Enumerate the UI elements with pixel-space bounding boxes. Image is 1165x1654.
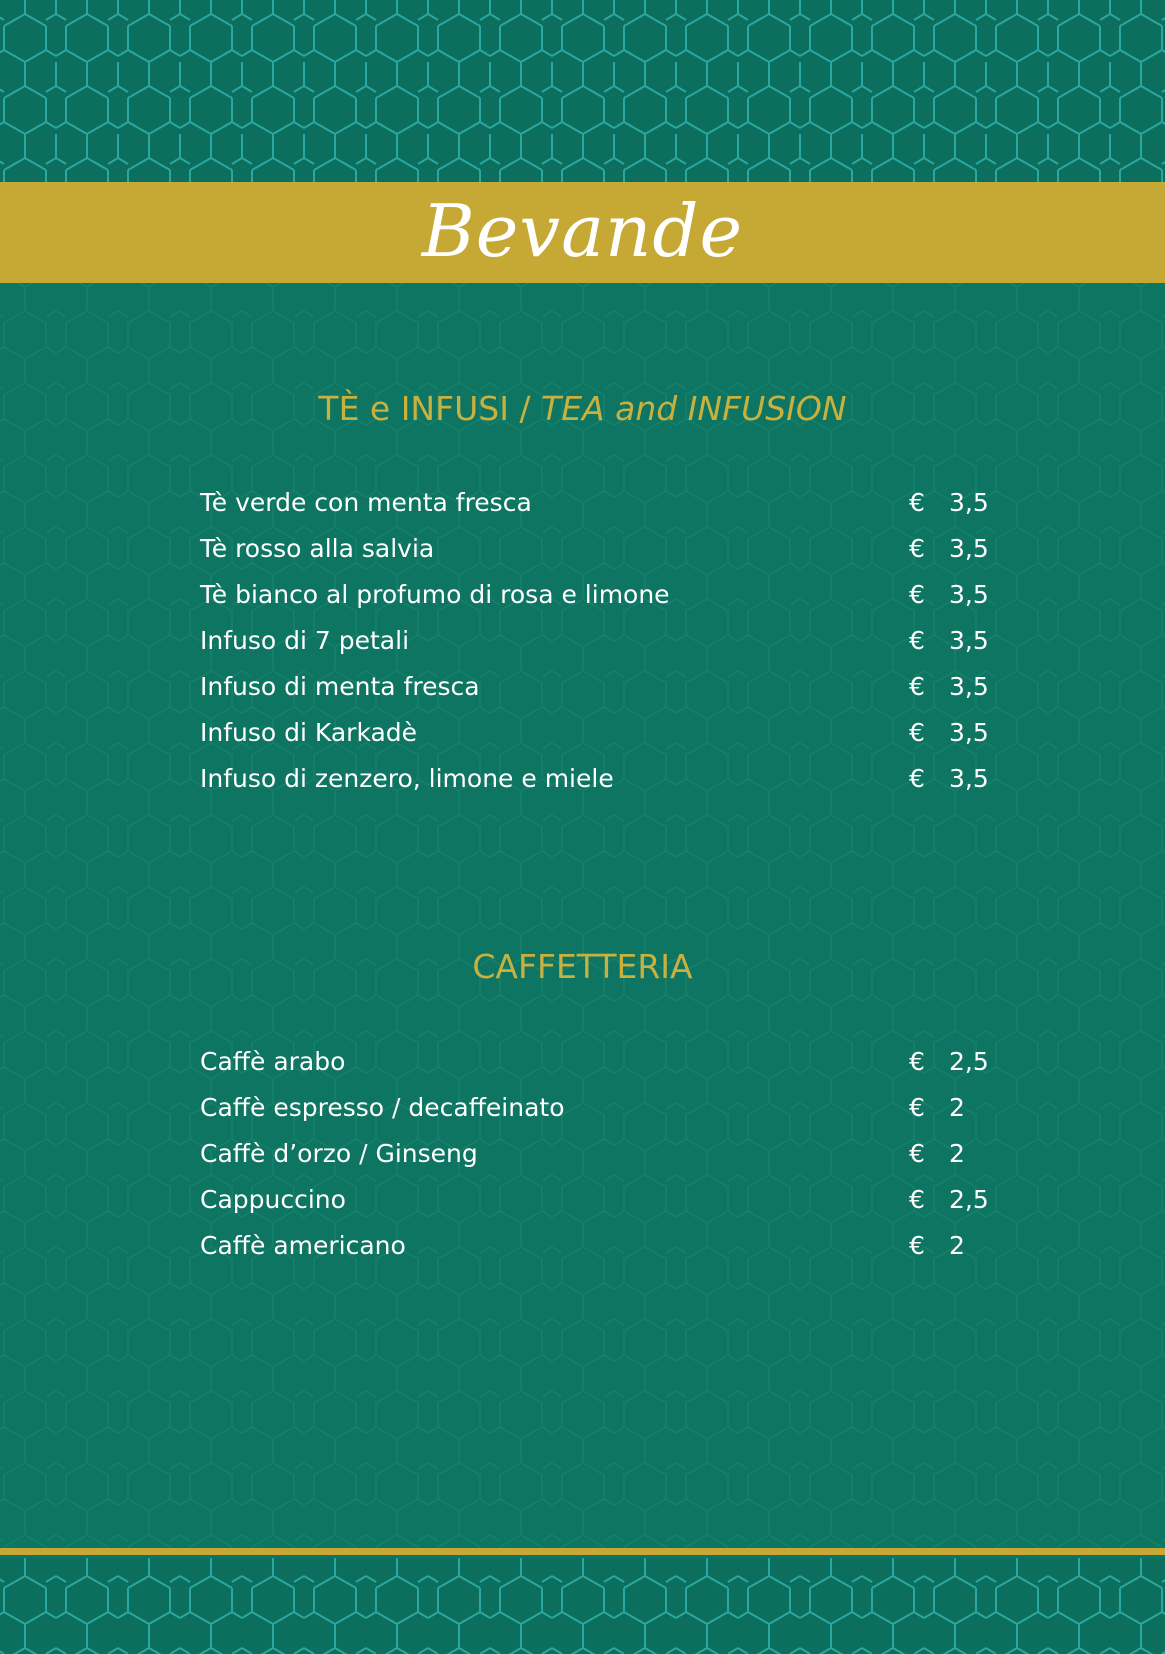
menu-item	[200, 758, 990, 804]
currency-symbol: €	[909, 580, 925, 609]
menu-item	[200, 712, 990, 758]
currency-symbol: €	[909, 1185, 925, 1214]
menu-item	[200, 1133, 990, 1179]
item-price: 3,5	[949, 580, 989, 609]
hex-pattern-bottom	[0, 1558, 1165, 1654]
footer-divider	[0, 1548, 1165, 1555]
currency-symbol: €	[909, 534, 925, 563]
item-name: Caffè americano	[200, 1231, 406, 1260]
section-title-tea-main: TÈ e INFUSI /	[318, 389, 542, 428]
currency-symbol: €	[909, 718, 925, 747]
item-price: 3,5	[949, 764, 989, 793]
currency-symbol: €	[909, 1047, 925, 1076]
item-name: Caffè espresso / decaffeinato	[200, 1093, 565, 1122]
menu-item	[200, 620, 990, 666]
item-name: Cappuccino	[200, 1185, 346, 1214]
menu-item	[200, 1179, 990, 1225]
item-price: 2	[949, 1231, 965, 1260]
menu-item	[200, 666, 990, 712]
item-price: 2,5	[949, 1185, 989, 1214]
title-banner	[0, 182, 1165, 283]
section-title-tea-sub: TEA and INFUSION	[541, 389, 847, 428]
item-price: 3,5	[949, 718, 989, 747]
currency-symbol: €	[909, 488, 925, 517]
item-price: 2,5	[949, 1047, 989, 1076]
item-price: 3,5	[949, 626, 989, 655]
currency-symbol: €	[909, 672, 925, 701]
currency-symbol: €	[909, 1139, 925, 1168]
currency-symbol: €	[909, 1231, 925, 1260]
item-price: 3,5	[949, 672, 989, 701]
item-name: Caffè arabo	[200, 1047, 346, 1076]
item-price: 3,5	[949, 534, 989, 563]
currency-symbol: €	[909, 626, 925, 655]
coffee-menu-list	[200, 1041, 990, 1271]
menu-item	[200, 1225, 990, 1271]
menu-item	[200, 528, 990, 574]
menu-item	[200, 574, 990, 620]
item-name: Infuso di Karkadè	[200, 718, 418, 747]
section-title-tea	[0, 389, 1165, 429]
item-name: Caffè d’orzo / Ginseng	[200, 1139, 478, 1168]
menu-item	[200, 1087, 990, 1133]
page-title: Bevande	[421, 188, 744, 273]
tea-menu-list	[200, 482, 990, 804]
item-name: Infuso di 7 petali	[200, 626, 410, 655]
menu-item	[200, 482, 990, 528]
currency-symbol: €	[909, 764, 925, 793]
item-name: Infuso di zenzero, limone e miele	[200, 764, 614, 793]
item-name: Tè bianco al profumo di rosa e limone	[200, 580, 670, 609]
item-price: 2	[949, 1139, 965, 1168]
currency-symbol: €	[909, 1093, 925, 1122]
hex-pattern-background	[0, 283, 1165, 1548]
item-price: 3,5	[949, 488, 989, 517]
item-name: Tè verde con menta fresca	[200, 488, 532, 517]
menu-item	[200, 1041, 990, 1087]
section-title-coffee: CAFFETTERIA	[472, 947, 693, 986]
hex-pattern-top	[0, 0, 1165, 182]
item-name: Infuso di menta fresca	[200, 672, 480, 701]
item-price: 2	[949, 1093, 965, 1122]
item-name: Tè rosso alla salvia	[200, 534, 435, 563]
